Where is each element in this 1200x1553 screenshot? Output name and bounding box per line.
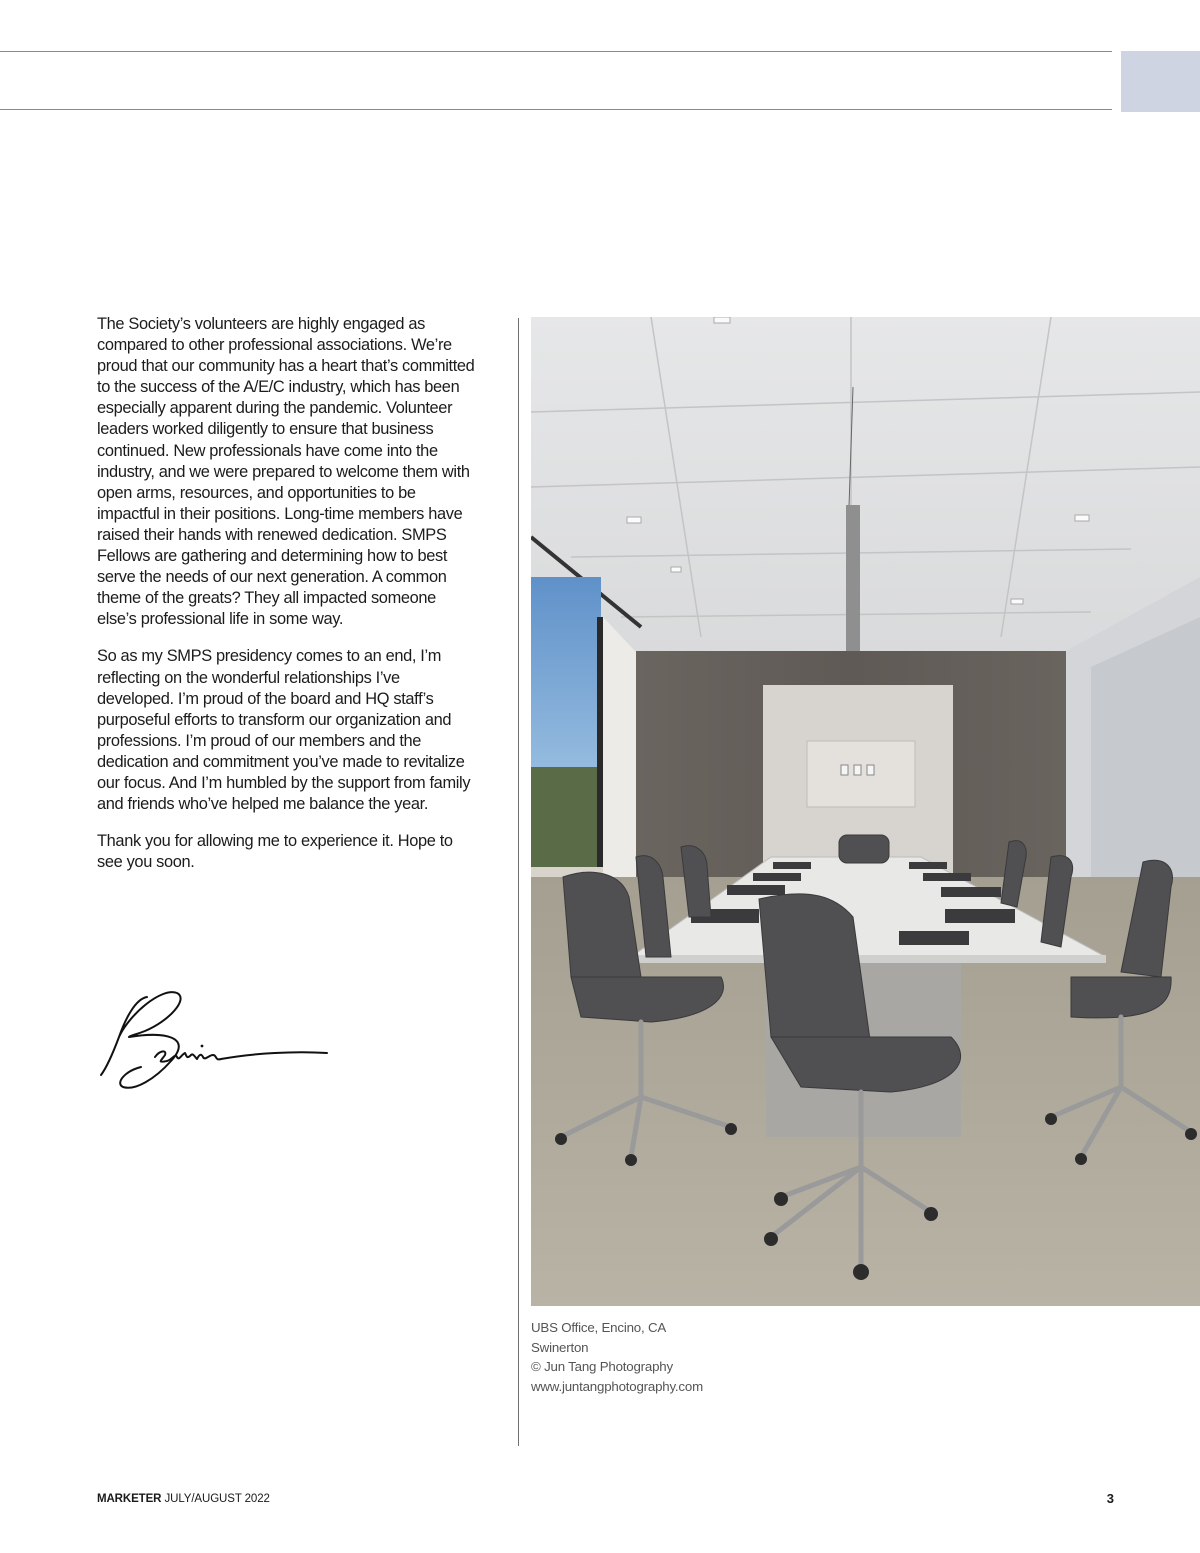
caption-project: UBS Office, Encino, CA [531, 1320, 667, 1335]
paragraph-1: The Society’s volunteers are highly engaged as compared to other professional associations. We’re proud that our community has a heart that’s committed to the success of the A/E/C industry, which has been especially apparent during the pandemic. Volunteer leaders worked diligently to ensure that business continued. New professionals have come into the industry, and we were prepared to welcome them with open arms, resources, and opportunities to be impactful in their positions. Long-time members have raised their hands with renewed dedication. SMPS Fellows are gathering and determining how to best serve the needs of our next generation. A common theme of the greats? They all impacted someone else’s professional life in some way. [97, 315, 475, 629]
paragraph-3: Thank you for allowing me to experience it. Hope to see you soon. [97, 832, 453, 872]
header-rule-bottom [0, 109, 1112, 110]
caption-url: www.juntangphotography.com [531, 1378, 703, 1394]
photo-caption [531, 1318, 703, 1396]
column-rule [518, 318, 519, 1446]
caption-credit: © Jun Tang Photography [531, 1359, 673, 1375]
page-number: 3 [1106, 1491, 1114, 1506]
article-body [97, 314, 477, 889]
section-tab-marker [1121, 51, 1200, 112]
issue-date: JULY/AUGUST 2022 [161, 1493, 270, 1505]
caption-contractor: Swinerton [531, 1339, 589, 1355]
conference-room-photo [531, 317, 1200, 1306]
conference-room-illustration [531, 317, 1200, 1306]
header-rule-top [0, 51, 1112, 52]
signature [95, 985, 335, 1095]
paragraph-2: So as my SMPS presidency comes to an end, I’m reflecting on the wonderful relationships I’ve developed. I’m proud of the board and HQ staff’s purposeful efforts to transform our organization and professions. I’m proud of our members and the dedication and commitment you’ve made to revitalize our focus. And I’m humbled by the support from family and friends who’ve helped me balance the year. [97, 647, 471, 814]
footer-publication [97, 1493, 270, 1505]
publication-name: MARKETER [97, 1493, 162, 1505]
